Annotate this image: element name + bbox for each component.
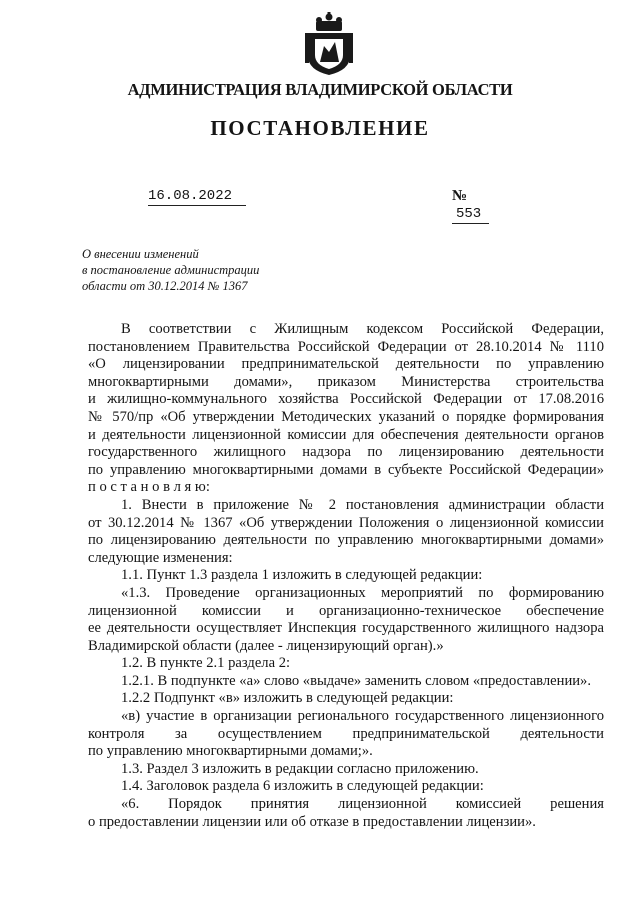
body-line: 1.2.1. В подпункте «а» слово «выдаче» заменить словом «предоставлении».	[121, 672, 592, 689]
body-line: государственного жилищного надзора по лицензированию деятельности	[88, 444, 604, 461]
body-line: 1.2.2 Подпункт «в» изложить в следующей редакции:	[121, 690, 454, 707]
body-line: постановлением Правительства Российской Федерации от 28.10.2014 № 1110	[88, 338, 604, 355]
body-line: 1.2. В пункте 2.1 раздела 2:	[121, 655, 291, 672]
body-line: 1.1. Пункт 1.3 раздела 1 изложить в следующей редакции:	[121, 567, 483, 584]
body-line-resolve: п о с т а н о в л я ю:	[88, 479, 210, 496]
body-line: контроля за осуществлением предпринимательской деятельности	[88, 725, 604, 742]
body-line: о предоставлении лицензии или об отказе в предоставлении лицензии».	[88, 813, 536, 830]
document-subject	[82, 246, 282, 294]
body-line: по управлению многоквартирными домами в субъекте Российской Федерации»	[88, 461, 604, 478]
body-line: лицензионной комиссии и организационно-техническое обеспечение	[88, 602, 604, 619]
number-sign: №	[452, 188, 468, 204]
body-line: 1.4. Заголовок раздела 6 изложить в следующей редакции:	[121, 778, 484, 795]
body-line: 1. Внести в приложение № 2 постановления администрации области	[121, 496, 604, 513]
body-line: «в) участие в организации регионального государственного лицензионного	[121, 708, 604, 725]
body-line: и жилищно-коммунального хозяйства Российской Федерации от 17.08.2016	[88, 391, 604, 408]
document-date: 16.08.2022	[148, 188, 246, 206]
body-line: многоквартирными домами», приказом Министерства строительства	[88, 373, 604, 390]
body-line: и деятельности лицензионной комиссии для обеспечения деятельности органов	[88, 426, 604, 443]
document-number	[452, 188, 508, 222]
body-line: 1.3. Раздел 3 изложить в редакции согласно приложению.	[121, 760, 479, 777]
coat-of-arms-icon	[302, 12, 356, 76]
number-value: 553	[452, 206, 489, 224]
organization-name: АДМИНИСТРАЦИЯ ВЛАДИМИРСКОЙ ОБЛАСТИ	[127, 80, 513, 99]
document-type-title: ПОСТАНОВЛЕНИЕ	[210, 116, 430, 140]
body-line: «6. Порядок принятия лицензионной комиссией решения	[121, 796, 604, 813]
body-line: «О лицензировании предпринимательской деятельности по управлению	[88, 356, 604, 373]
body-line: № 570/пр «Об утверждении Методических указаний о порядке формирования	[88, 408, 604, 425]
body-line: по лицензированию деятельности по управлению многоквартирными домами»	[88, 532, 604, 549]
body-line: по управлению многоквартирными домами;».	[88, 743, 373, 760]
body-line: В соответствии с Жилищным кодексом Российской Федерации,	[121, 321, 604, 337]
subject-line: в постановление администрации	[82, 263, 260, 277]
body-line: следующие изменения:	[88, 549, 233, 566]
subject-line: О внесении изменений	[82, 247, 199, 261]
body-line: Владимирской области (далее - лицензирующий орган).»	[88, 637, 444, 654]
document-body	[88, 321, 604, 831]
body-line: от 30.12.2014 № 1367 «Об утверждении Положения о лицензионной комиссии	[88, 514, 604, 531]
body-line: ее деятельности осуществляет Инспекция государственного жилищного надзора	[88, 620, 604, 637]
body-line: «1.3. Проведение организационных мероприятий по формированию	[121, 584, 604, 601]
subject-line: области от 30.12.2014 № 1367	[82, 279, 248, 293]
